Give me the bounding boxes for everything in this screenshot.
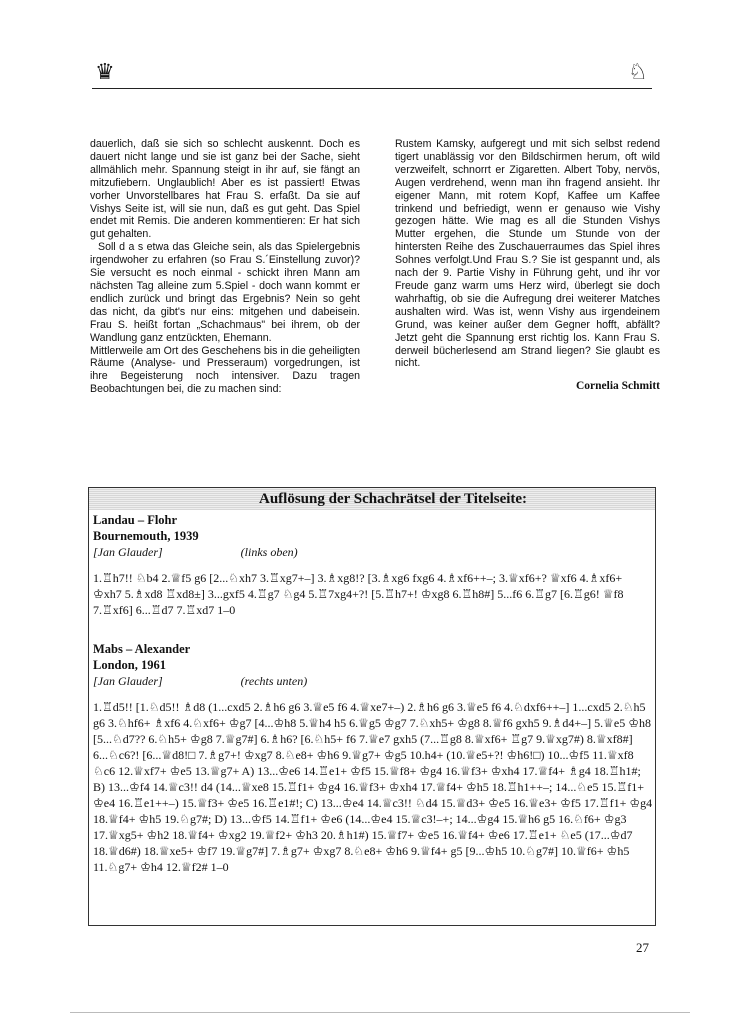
game-event: Bournemouth, 1939: [93, 529, 199, 543]
game-source-row: [93, 673, 653, 689]
solutions-box: [88, 487, 656, 926]
game-moves: 1.♖h7!! ♘b4 2.♕f5 g6 [2...♘xh7 3.♖xg7+–] 3.♗xg8!? [3.♗xg6 fxg6 4.♗xf6++–; 3.♕xf6+? ♕xf6 4.♗xf6+ ♔xh7 5.♗xd8 ♖xd8±] 3...gxf5 4.♖g7 ♘g4 5.♖7xg4+?! [5.♖h7+! ♔xg8 6.♖h8#] 5...f6 6.♖g7 [6.♖g6! ♕f8 7.♖xf6] 6...♖d7 7.♖xd7 1–0: [93, 571, 624, 617]
article-left-column: [90, 138, 360, 396]
game-solution: [93, 512, 653, 618]
chess-queen-icon: ♛: [95, 60, 115, 85]
game-position-note: (links oben): [240, 545, 298, 559]
article-paragraph: Rustem Kamsky, aufgeregt und mit sich selbst redend tigert unablässig vor den Bildschirmen herum, oft wild verzweifelt, schnorrt er Zigaretten. Albert Toby, nervös, Augen verdrehend, wenn man ihn fragend ansieht. Ihr eigener Mann, mit rotem Kopf, Kaffee um Kaffee trinkend und befriedigt, wenn er genauso wie Vishy gezogen hätte. Wie mag es all die Stunden Vishys Mutter ergehen, die Stunde um Stunde von der hintersten Reihe des Zuschauerraumes das Spiel ihres Sohnes verfolgt.Und Frau S.? Sie ist gespannt und, als nach der 9. Partie Vishy in Führung geht, und ihr vor Freude ganz warm ums Herz wird, überlegt sie doch wahrhaftig, ob sie die Aufregung drei weiterer Matches aushalten wird. Was ist, wenn Vishy aus irgendeinem Grund, was keiner außer dem Gegner hofft, abfällt? Jetzt geht die Spannung erst richtig los. Kann Frau S. derweil bücherlesend am Strand liegen? Sie glaubt es nicht.: [395, 138, 660, 370]
article-author: Cornelia Schmitt: [575, 380, 660, 393]
game-players: Mabs – Alexander: [93, 642, 191, 656]
game-source-row: [93, 544, 653, 560]
solutions-header: [89, 488, 655, 510]
game-position-note: (rechts unten): [240, 674, 308, 688]
game-players: Landau – Flohr: [93, 513, 178, 527]
article-paragraph: dauerlich, daß sie sich so schlecht auskennt. Doch es dauert nicht lange und sie ist ganz bei der Sache, sieht allmählich mehr. Spannung steigt in ihr auf, sie fängt an mitzufiebern. Unglaublich! Aber es ist passiert! Etwas vorher Unvorstellbares hat Frau S. erfaßt. Da sie auf Vishys Seite ist, will sie nun, daß es gut geht. Das Spiel endet mit Remis. Die anderen kommentieren: Er hat sich gut gehalten.: [90, 138, 360, 241]
chess-knight-icon: ♘: [628, 60, 648, 85]
article-paragraph: Mittlerweile am Ort des Geschehens bis in die geheiligten Räume (Analyse- und Presseraum) vorgedrungen, ist ihre Begeisterung noch intensiver. Dazu tragen Beobachtungen bei, die zu machen sind:: [90, 344, 360, 396]
game-solution: [93, 641, 653, 875]
game-source: [Jan Glauder]: [93, 674, 163, 688]
solutions-title: Auflösung der Schachrätsel der Titelseite:: [259, 491, 528, 507]
game-moves: 1.♖d5!! [1.♘d5!! ♗d8 (1...cxd5 2.♗h6 g6 3.♕e5 f6 4.♕xe7+–) 2.♗h6 g6 3.♕e5 f6 4.♘dxf6++–] 1...cxd5 2.♘h5 g6 3.♘hf6+ ♗xf6 4.♘xf6+ ♔g7 [4...♔h8 5.♕h4 h5 6.♕g5 ♔g7 7.♘xh5+ ♔g8 8.♕f6 gxh5 9.♗d4+–] 5.♕e5 ♔h8 [5...♘d7?? 6.♘h5+ ♔g8 7.♕g7#] 6.♗h6? [6.♘h5+ f6 7.♕e7 gxh5 (7...♖g8 8.♕xf6+ ♖g7 9.♕xg7#) 8.♕xf8#] 6...♘c6?! [6...♕d8!□ 7.♗g7+! ♔xg7 8.♘e8+ ♔h6 9.♕g7+ ♔g5 10.h4+ (10.♕e5+?! ♔h6!□) 10...♔f5 11.♕xf8 ♘c6 12.♕xf7+ ♔e5 13.♕g7+ A) 13...♔e6 14.♖e1+ ♔f5 15.♕f8+ ♔g4 16.♕f3+ ♔xh4 17.♕f4+ ♗g4 18.♖h1#; B) 13...♔f4 14.♕c3!! d4 (14...♕xe8 15.♖f1+ ♔g4 16.♕f3+ ♔xh4 17.♕f4+ ♔h5 18.♖h1++–; 14...♘e5 15.♖f1+ ♔e4 16.♖e1++–) 15.♕f3+ ♔e5 16.♖e1#!; C) 13...♔e4 14.♕c3!! ♘d4 15.♕d3+ ♔e5 16.♕e3+ ♔f5 17.♖f1+ ♔g4 18.♕f4+ ♔h5 19.♘g7#; D) 13...♔f5 14.♖f1+ ♔e6 (14...♔e4 15.♕c3!–+; 14...♔g4 15.♕h6 g5 16.♘f6+ ♔g3 17.♕xg5+ ♔h2 18.♕f4+ ♔xg2 19.♕f2+ ♔h3 20.♗h1#) 15.♕f7+ ♔e5 16.♕f4+ ♔e6 17.♖e1+ ♘e5 (17...♔d7 18.♕d6#) 18.♕xe5+ ♔f7 19.♕g7#] 7.♗g7+ ♔xg7 8.♘e8+ ♔h6 9.♕f4+ g5 [9...♔h5 10.♘g7#] 10.♕f6+ ♔h5 11.♘g7+ ♔h4 12.♕f2# 1–0: [93, 700, 653, 874]
footer-rule: [70, 1012, 690, 1013]
header-rule: [92, 88, 652, 89]
article-right-column: [395, 138, 660, 393]
article-paragraph: Soll d a s etwa das Gleiche sein, als das Spielergebnis irgendwoher zu erfahren (so Frau S.´Einstellung zuvor)? Sie versucht es noch einmal - schickt ihren Mann am nächsten Tag alleine zum 5.Spiel - doch wann kommt er endlich zurück und bringt das Ergebnis? Nein so geht das nicht, da gibt's nur eins: mitgehen und dabeisein. Frau S. heißt fortan „Schachmaus" bei ihrem, ob der Wandlung ganz entzückten, Ehemann.: [90, 241, 360, 344]
game-source: [Jan Glauder]: [93, 545, 163, 559]
page-number: 27: [636, 940, 649, 955]
game-event: London, 1961: [93, 658, 166, 672]
